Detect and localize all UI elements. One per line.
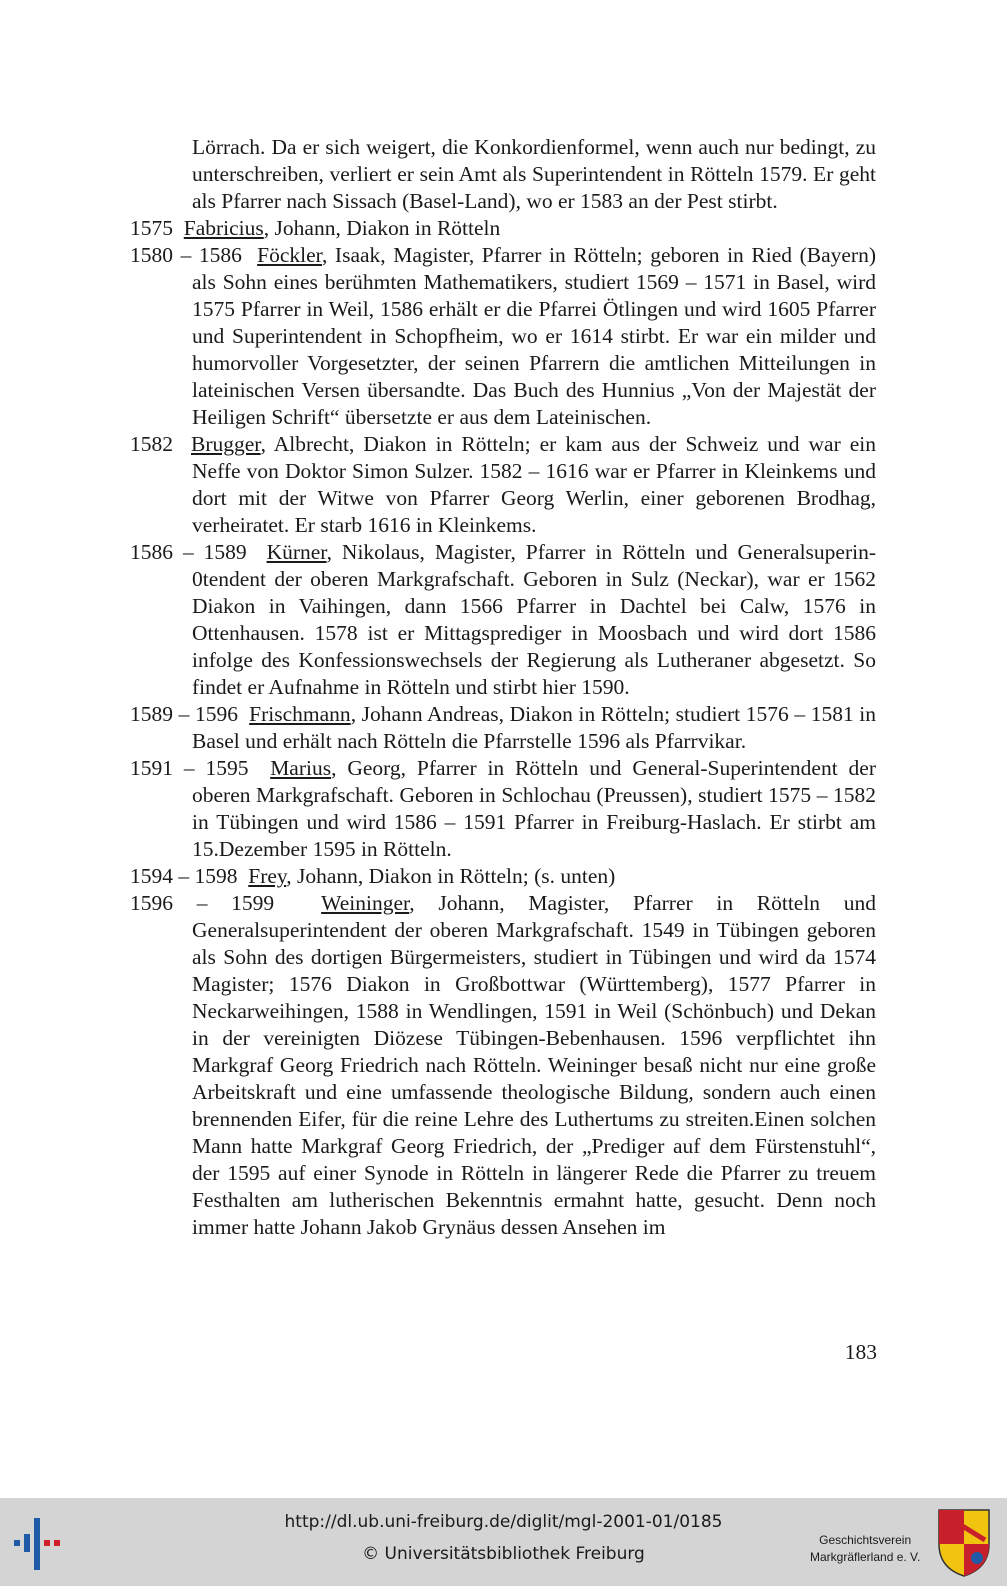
entry-name: Frey xyxy=(248,864,287,888)
entry-brugger xyxy=(130,431,876,539)
entry-years: 1596 – 1599 xyxy=(130,891,275,915)
page-number: 183 xyxy=(844,1340,877,1364)
society-line-1: Geschichtsverein xyxy=(819,1533,912,1547)
entry-frey xyxy=(130,863,876,890)
society-line-2: Markgräflerland e. V. xyxy=(810,1550,921,1564)
entry-marius xyxy=(130,755,876,863)
page-text xyxy=(130,134,876,1241)
entry-name: Frischmann xyxy=(249,702,351,726)
entry-years: 1580 – 1586 xyxy=(130,243,242,267)
society-name xyxy=(810,1532,920,1566)
entry-name: Föckler xyxy=(257,243,322,267)
entry-name: Fabricius xyxy=(183,216,264,240)
entry-years: 1575 xyxy=(130,216,173,240)
entry-years: 1586 – 1589 xyxy=(130,540,247,564)
entry-name: Kürner xyxy=(266,540,327,564)
entry-text: , Nikolaus, Magister, Pfarrer in Rötteln und Generalsuperin-0tendent der oberen Markgrafschaft. Geboren in Sulz (Neckar), war er 1562 Diakon in Vaihingen, dann 1566 Pfarrer in Dachtel bei Calw, 1576 in Ottenhausen. 1578 ist er Mittagsprediger in Moosbach und wird dort 1586 infolge des Konfessionswechsels der Regierung als Lutheraner abgesetzt. So findet er Aufnahme in Rötteln und stirbt hier 1590. xyxy=(192,540,877,699)
coat-of-arms-icon xyxy=(935,1506,993,1578)
entry-text: , Johann Andreas, Diakon in Rötteln; studiert 1576 – 1581 in Basel und erhält nach Rötteln die Pfarrstelle 1596 als Pfarrvikar. xyxy=(192,702,877,753)
entry-name: Brugger xyxy=(191,432,261,456)
entry-foeckler xyxy=(130,242,876,431)
entry-text: , Johann, Diakon in Rötteln; (s. unten) xyxy=(286,864,616,888)
entry-years: 1594 – 1598 xyxy=(130,864,238,888)
entry-name: Marius xyxy=(270,756,332,780)
footer-copyright: © Universitätsbibliothek Freiburg xyxy=(362,1544,645,1564)
entry-years: 1582 xyxy=(130,432,173,456)
footer-url-link[interactable]: http://dl.ub.uni-freiburg.de/diglit/mgl-2001-01/0185 xyxy=(284,1512,723,1532)
footer-bar xyxy=(0,1498,1007,1586)
continuation-paragraph: Lörrach. Da er sich weigert, die Konkordienformel, wenn auch nur bedingt, zu unterschreiben, verliert er sein Amt als Superintendent in Rötteln 1579. Er geht als Pfarrer nach Sissach (Basel-Land), wo er 1583 an der Pest stirbt. xyxy=(192,135,876,213)
entry-text: , Johann, Diakon in Rötteln xyxy=(263,216,501,240)
entry-text: , Johann, Magister, Pfarrer in Rötteln und Generalsuperintendent der oberen Markgrafschaft. 1549 in Tübingen geboren als Sohn des dortigen Bürgermeisters, studiert in Tübingen und wird da 1574 Magister; 1576 Diakon in Großbottwar (Württemberg), 1577 Pfarrer in Neckarweihingen, 1588 in Wendlingen, 1591 in Weil (Schönbuch) und Dekan in der vereinigten Diözese Tübingen-Bebenhausen. 1596 verpflichtet ihn Markgraf Georg Friedrich nach Rötteln. Weininger besaß nicht nur eine große Arbeitskraft und eine umfassende theologische Bildung, sondern auch einen brennenden Eifer, für die reine Lehre des Luthertums zu streiten.Einen solchen Mann hatte Markgraf Georg Friedrich, der „Prediger auf dem Fürstenstuhl“, der 1595 auf einer Synode in Rötteln in längerer Rede die Pfarrer zu treuem Festhalten am lutherischen Bekenntnis ermahnt hatte, gesucht. Denn noch immer hatte Johann Jakob Grynäus dessen Ansehen im xyxy=(192,891,876,1239)
entry-years: 1589 – 1596 xyxy=(130,702,238,726)
entry-text: , Albrecht, Diakon in Rötteln; er kam aus der Schweiz und war ein Neffe von Doktor Simon Sulzer. 1582 – 1616 war er Pfarrer in Kleinkems und dort mit der Witwe von Pfarrer Georg Werlin, einer geborenen Brodhag, verheiratet. Er starb 1616 in Kleinkems. xyxy=(192,432,876,537)
entry-text: , Georg, Pfarrer in Rötteln und General-Superintendent der oberen Markgrafschaft. Geboren in Schlochau (Preussen), studiert 1575 – 1582 in Tübingen und wird 1586 – 1591 Pfarrer in Freiburg-Haslach. Er stirbt am 15.Dezember 1595 in Rötteln. xyxy=(192,756,876,861)
entry-weininger xyxy=(130,890,876,1241)
entry-kuerner xyxy=(130,539,876,701)
entry-fabricius xyxy=(130,215,876,242)
entry-name: Weininger xyxy=(321,891,410,915)
entry-text: , Isaak, Magister, Pfarrer in Rötteln; geboren in Ried (Bayern) als Sohn eines berühmten Mathematikers, studiert 1569 – 1571 in Basel, wird 1575 Pfarrer in Weil, 1586 erhält er die Pfarrei Ötlingen und wird 1605 Pfarrer und Superintendent in Schopfheim, wo er 1614 stirbt. Er war ein milder und humorvoller Vorgesetzter, der seinen Pfarrern die amtlichen Mitteilungen in lateinischen Versen übersandte. Das Buch des Hunnius „Von der Majestät der Heiligen Schrift“ übersetzte er aus dem Lateinischen. xyxy=(192,243,876,429)
entry-years: 1591 – 1595 xyxy=(130,756,249,780)
entry-frischmann xyxy=(130,701,876,755)
